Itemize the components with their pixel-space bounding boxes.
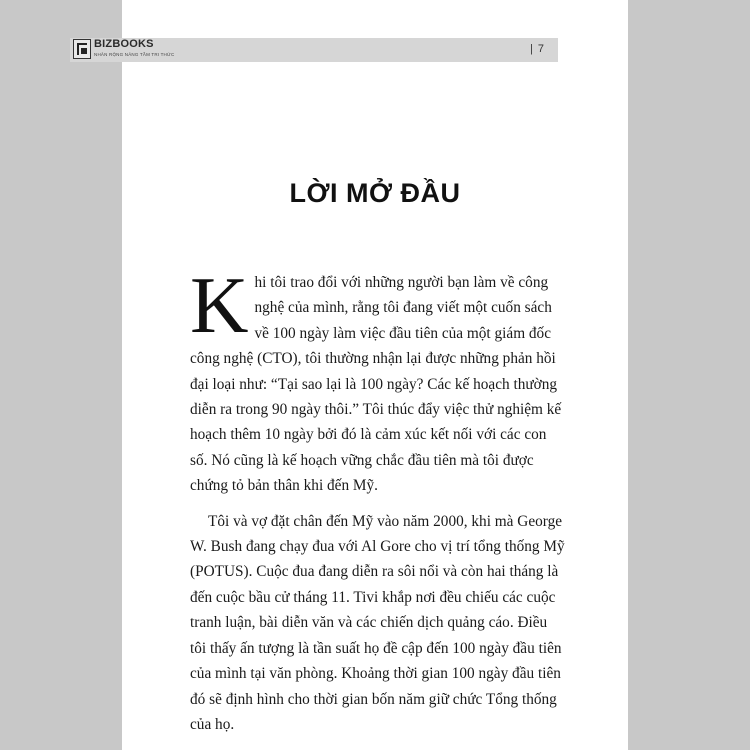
bizbooks-logo-icon [73,39,91,59]
paragraph-1-text: hi tôi trao đổi với những người bạn làm về công nghệ của mình, rằng tôi đang viết một cuốn sách về 100 ngày làm việc đầu tiên của một giám đốc công nghệ (CTO), tôi thường nhận lại được những phản hồi đại loại như: “Tại sao lại là 100 ngày? Các kế hoạch thường diễn ra trong 90 ngày thôi.” Tôi thúc đẩy việc thử nghiệm kế hoạch thêm 10 ngày bởi đó là cảm xúc kết nối với các con số. Nó cũng là kế hoạch vững chắc đầu tiên mà tôi được chứng tỏ bản thân khi đến Mỹ. [190,274,562,495]
page-number-block [344,43,544,55]
drop-cap: K [190,260,249,350]
publisher-logo-name: BIZBOOKS [94,38,154,50]
page-number: 7 [537,43,544,55]
paragraph-2: Tôi và vợ đặt chân đến Mỹ vào năm 2000, khi mà George W. Bush đang chạy đua với Al Gore cho vị trí tổng thống Mỹ (POTUS). Cuộc đua đang diễn ra sôi nổi và còn hai tháng là đến cuộc bầu cử tháng 11. Tivi khắp nơi đều chiếu các cuộc tranh luận, bài diễn văn và các chiến dịch quảng cáo. Điều tôi thấy ấn tượng là tần suất họ đề cập đến 100 ngày đầu tiên của mình tại văn phòng. Khoảng thời gian 100 ngày đầu tiên đó sẽ định hình cho thời gian bốn năm giữ chức Tổng thống của họ. [190,512,565,733]
chapter-title: LỜI MỞ ĐẦU [289,178,461,208]
publisher-logo-tagline: NHÂN RỘNG NĂNG TẦM TRI THỨC [94,52,175,57]
paragraph-1 [190,260,565,499]
body-text [190,260,565,737]
page-number-separator: | [530,43,533,55]
